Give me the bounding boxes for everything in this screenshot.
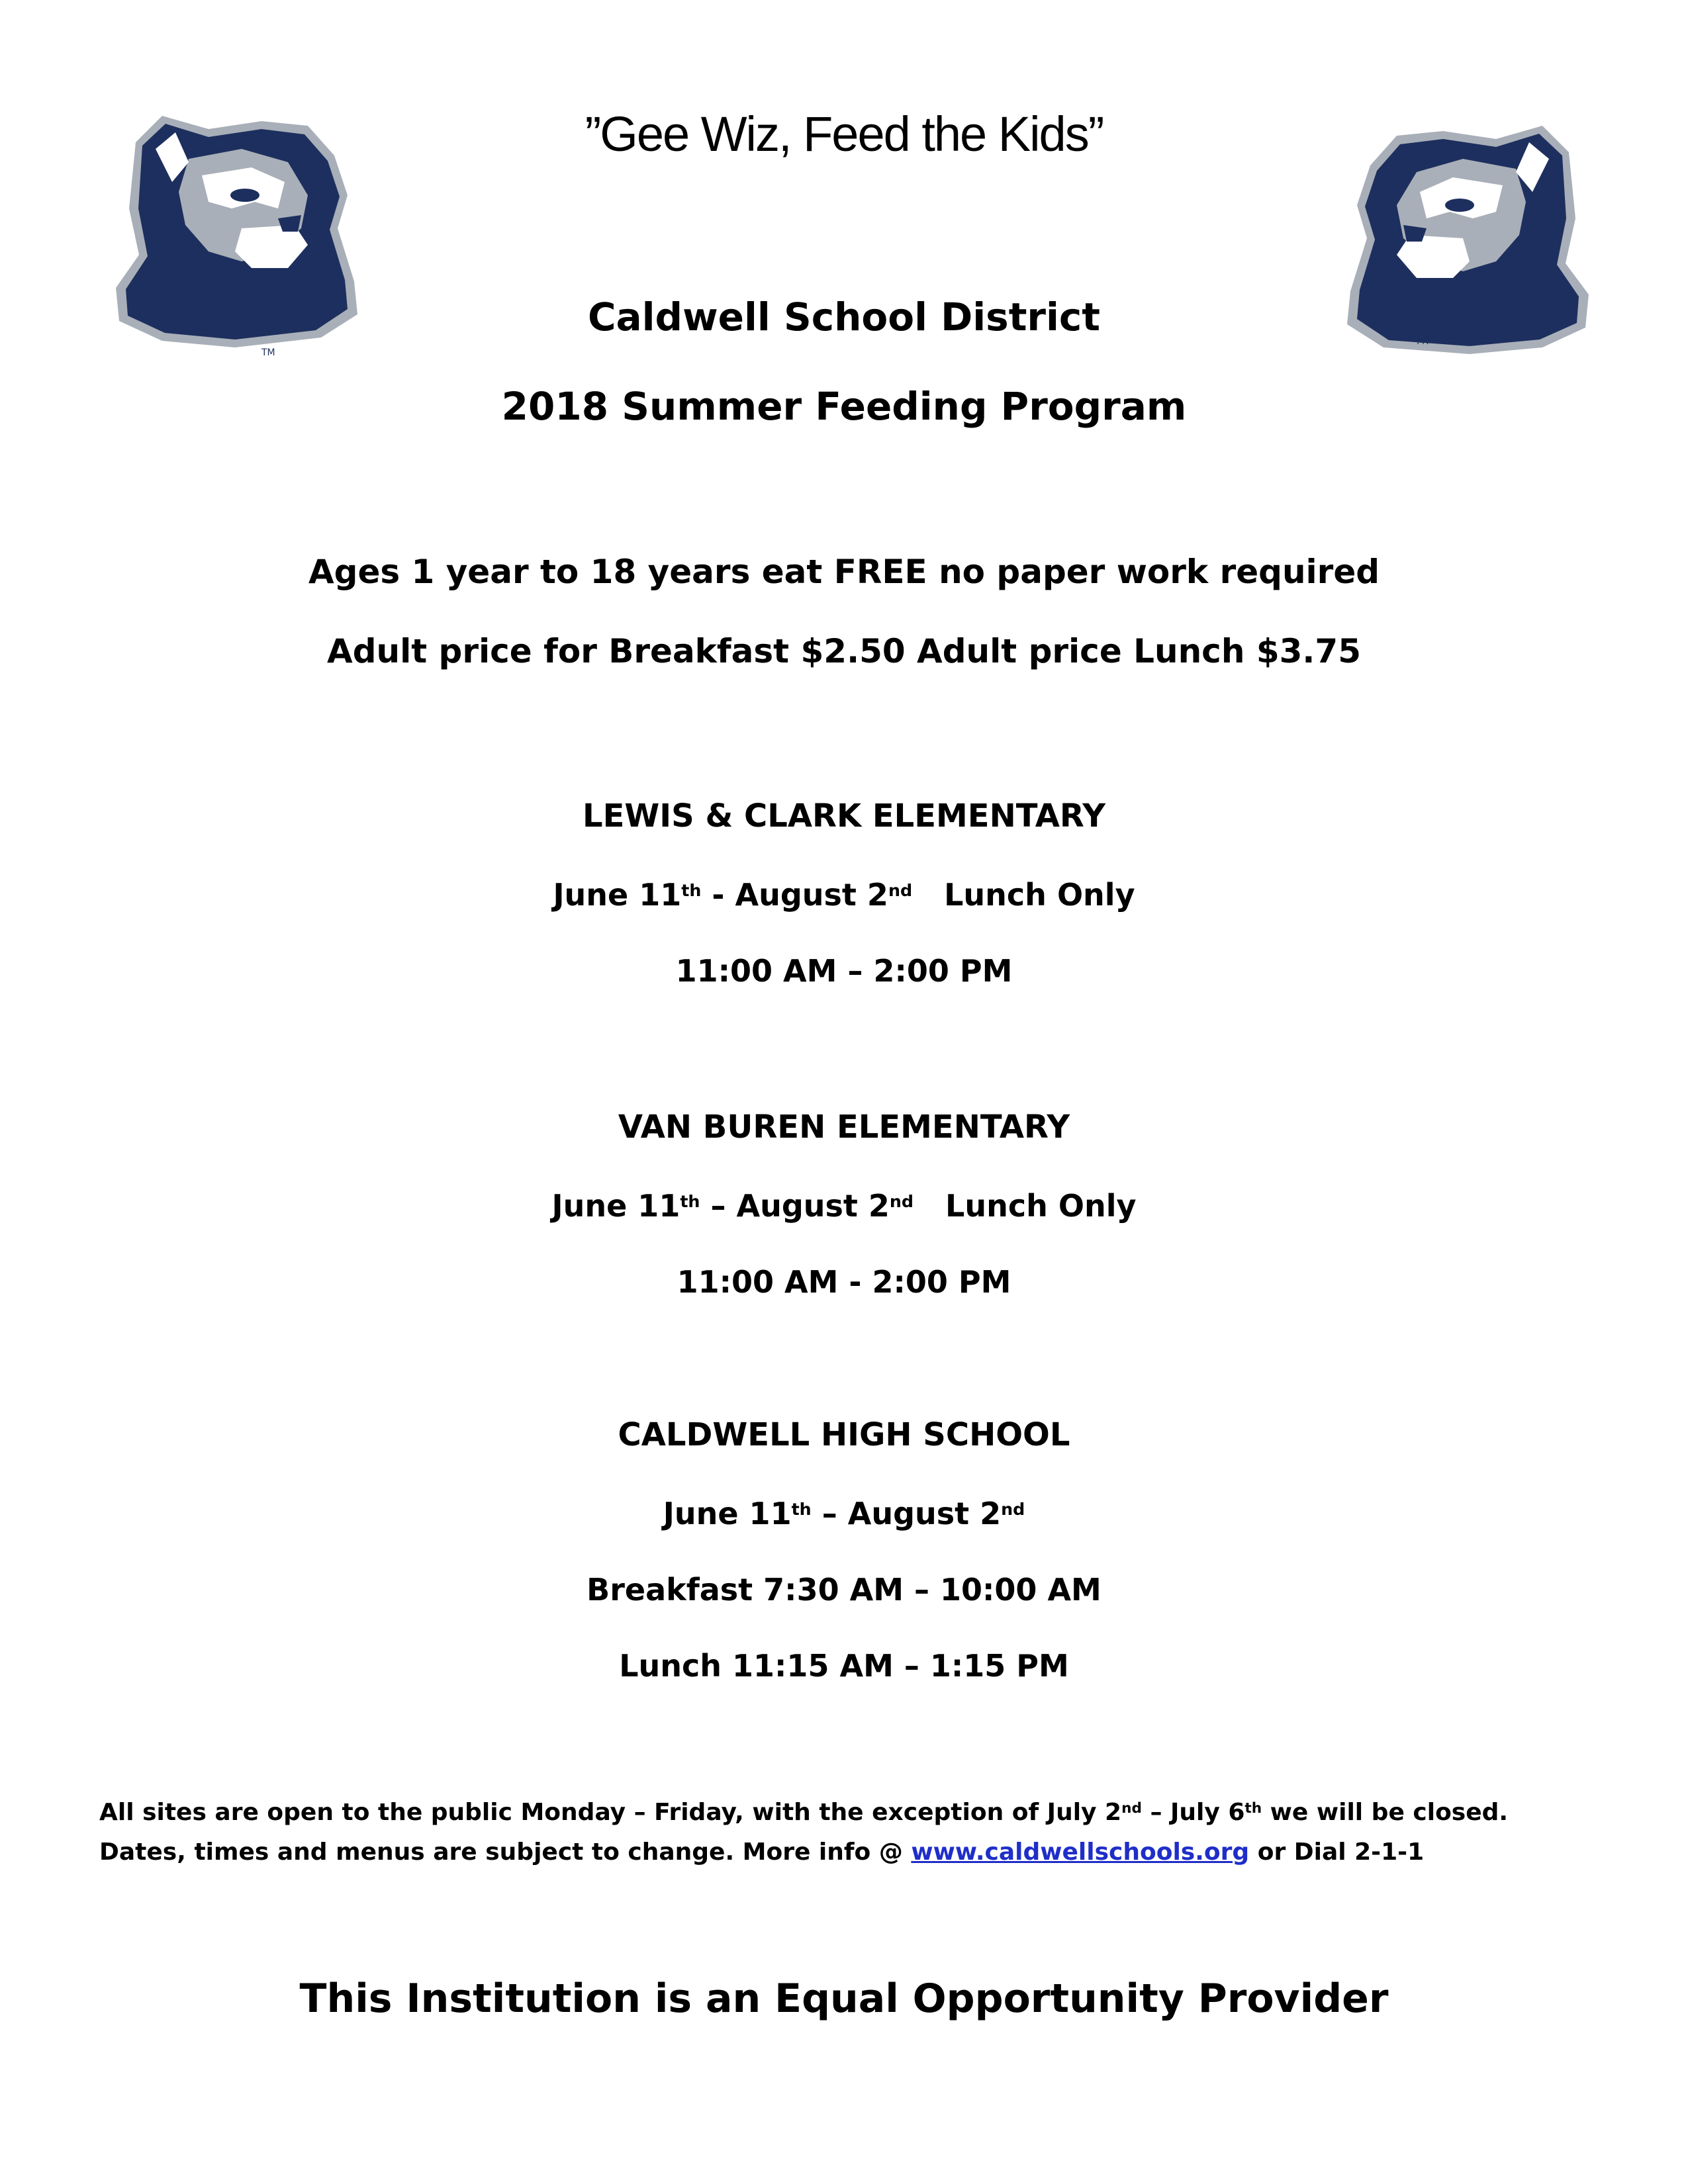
equal-opportunity-statement: This Institution is an Equal Opportunity Provider	[299, 1976, 1389, 2022]
site-breakfast-hours: Breakfast 7:30 AM – 10:00 AM	[586, 1572, 1102, 1608]
site-lunch-hours: Lunch 11:15 AM – 1:15 PM	[619, 1648, 1069, 1684]
program-title: 2018 Summer Feeding Program	[501, 384, 1187, 429]
adult-prices: Adult price for Breakfast $2.50 Adult price Lunch $3.75	[327, 632, 1361, 670]
site-dates: June 11th - August 2nd Lunch Only	[553, 877, 1135, 913]
trademark-mark: MT	[1417, 336, 1430, 347]
site-hours: 11:00 AM - 2:00 PM	[677, 1264, 1011, 1300]
site-name: LEWIS & CLARK ELEMENTARY	[582, 797, 1105, 835]
district-name: Caldwell School District	[587, 295, 1101, 340]
eligibility-ages: Ages 1 year to 18 years eat FREE no paper work required	[308, 553, 1380, 591]
site-hours: 11:00 AM – 2:00 PM	[675, 953, 1013, 989]
website-link[interactable]: www.caldwellschools.org	[911, 1839, 1250, 1866]
site-name: VAN BUREN ELEMENTARY	[618, 1109, 1070, 1146]
site-dates: June 11th – August 2nd Lunch Only	[551, 1188, 1137, 1224]
trademark-mark: TM	[261, 347, 275, 358]
slogan: ”Gee Wiz, Feed the Kids”	[585, 107, 1103, 161]
site-dates: June 11th – August 2nd	[663, 1496, 1025, 1531]
info-note: Dates, times and menus are subject to change. More info @ www.caldwellschools.org or Dial 2-1-1	[99, 1839, 1425, 1866]
closure-note: All sites are open to the public Monday – Friday, with the exception of July 2nd – July 6th we will be closed.	[99, 1799, 1509, 1826]
site-name: CALDWELL HIGH SCHOOL	[618, 1416, 1070, 1453]
